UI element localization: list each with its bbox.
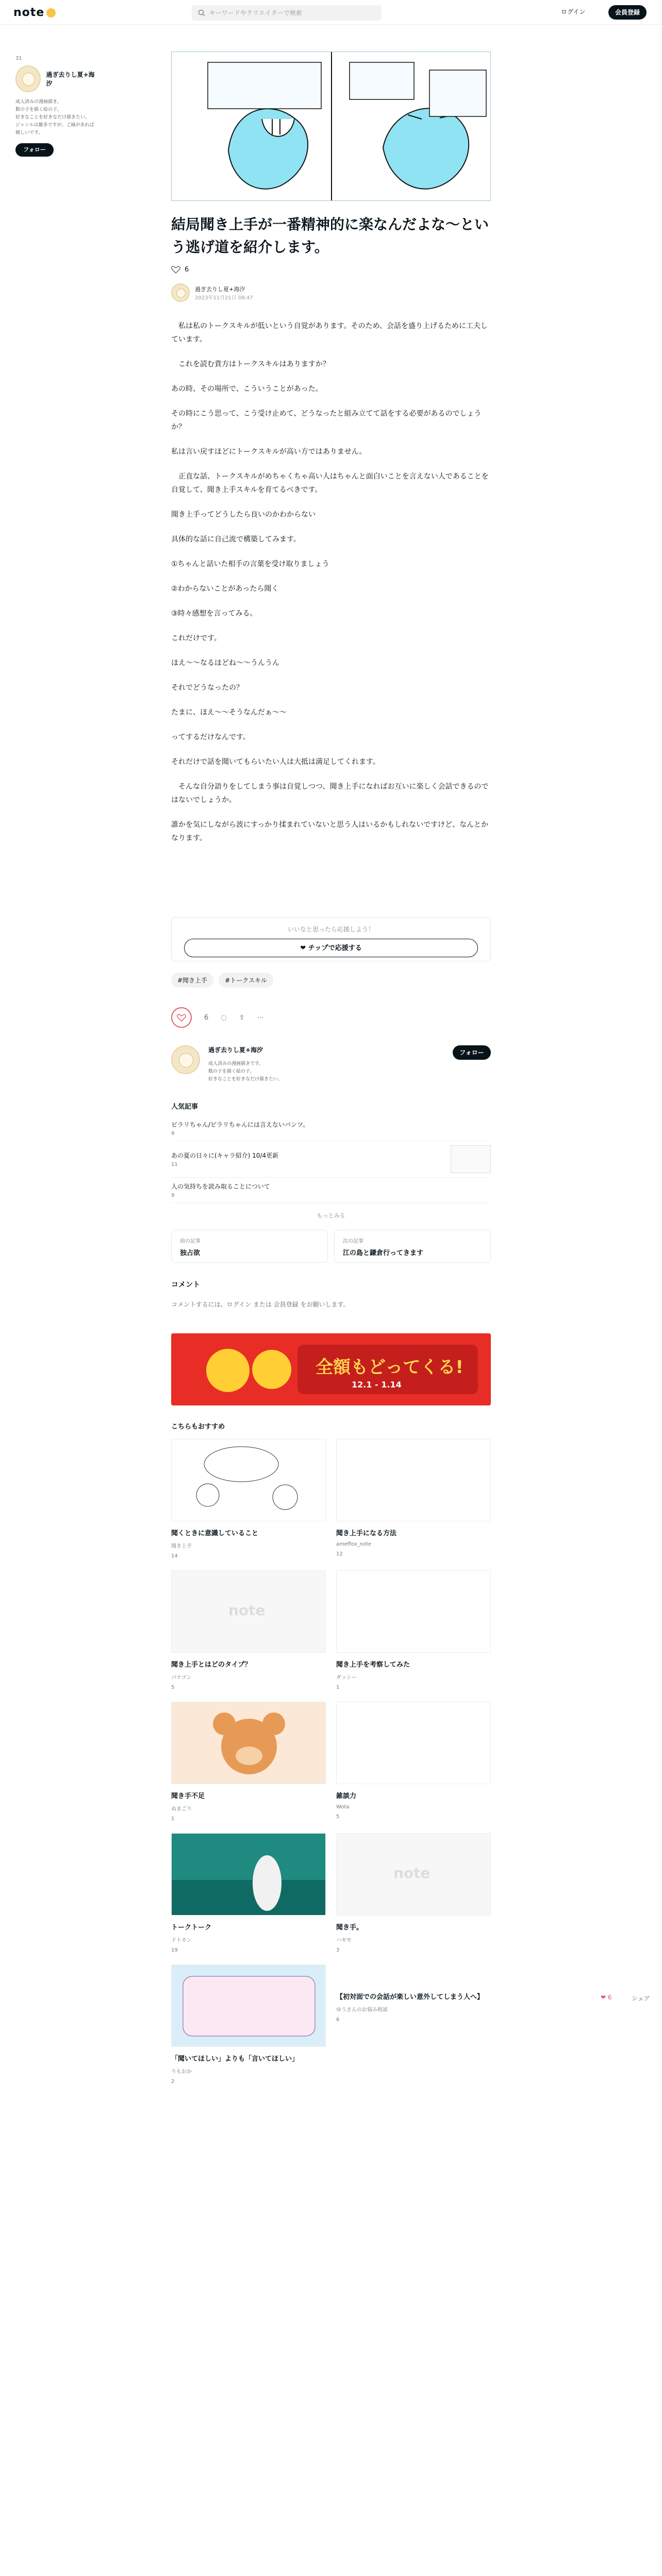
card-likes: 2 <box>171 2079 175 2084</box>
next-title: 江の島と鎌倉行ってきます <box>343 1249 424 1257</box>
login-link[interactable]: ログイン <box>561 8 586 15</box>
card-image <box>336 1964 491 1985</box>
card-title: 聞き上手になる方法 <box>336 1530 397 1537</box>
card-likes: 3 <box>336 1947 340 1953</box>
thumbnail <box>451 1145 491 1173</box>
tag-list <box>171 973 491 988</box>
card-likes: 5 <box>336 1814 340 1820</box>
share-icon[interactable]: ⇪ <box>239 1013 245 1022</box>
avatar[interactable] <box>15 65 41 92</box>
card-image <box>336 1439 491 1521</box>
article-card[interactable] <box>336 1570 491 1690</box>
card-author: ゆうさんのお悩み相談 <box>336 2007 388 2013</box>
card-image <box>336 1833 491 1916</box>
card-author: ameffox_note <box>336 1541 372 1547</box>
article-paragraph: 私は言い戻すほどにトークスキルが高い方ではありません。 <box>171 448 367 456</box>
logo-text: note <box>13 6 45 19</box>
placeholder-logo: note <box>228 1602 266 1619</box>
card-author: パナゴン <box>171 1675 192 1681</box>
card-author: ダッシー <box>336 1675 357 1681</box>
author-name[interactable]: 過ぎ去りし夏+海汐 <box>46 71 95 87</box>
article-paragraph: たまに、ほえ〜〜そうなんだぁ〜〜 <box>171 708 287 717</box>
text-poster <box>172 1965 326 2047</box>
card-title: 聞き上手を考察してみた <box>336 1661 410 1669</box>
card-image <box>171 1964 326 2047</box>
prev-article[interactable] <box>171 1230 328 1263</box>
article-card[interactable] <box>171 1702 326 1822</box>
author-name[interactable]: 過ぎ去りし夏+海汐 <box>208 1046 263 1054</box>
like-summary[interactable] <box>171 265 491 274</box>
tag[interactable]: #聞き上手 <box>171 973 213 988</box>
article-body <box>171 319 491 845</box>
card-author: ハギモ <box>336 1938 352 1943</box>
article-paragraph: 聞き上手ってどうしたら良いのかわからない <box>171 511 316 519</box>
heart-icon <box>171 265 180 274</box>
card-likes: 5 <box>171 1685 175 1690</box>
avatar[interactable] <box>171 283 190 302</box>
card-title: 【初対面での会話が楽しい意外してしまう人へ】 <box>336 1993 484 2001</box>
author-bio: 成人済みの漫画描き。 数の子を描く絵の子。 好きなことを好きなだけ描きたい。 ジャンルは雑多ですが、ご縁があれば 嬉しいです。 <box>15 99 94 135</box>
card-likes: 1 <box>171 1816 175 1822</box>
article-paragraph: ①ちゃんと話いた相手の言葉を受け取りましょう <box>171 560 329 568</box>
card-title: 聞き手不足 <box>171 1792 205 1800</box>
article-paragraph: その時にこう思って、こう受け止めて、どうなったと組み立てて話をする必要があるのでしょうか？ <box>171 410 482 431</box>
card-author: 聞き上手 <box>171 1544 192 1549</box>
article-card[interactable] <box>336 1833 491 1953</box>
article-card[interactable] <box>171 1833 326 1953</box>
comment-icon[interactable]: ◌ <box>221 1013 227 1022</box>
next-label: 次の記事 <box>343 1239 363 1244</box>
popular-item-title: ピラリちゃん/ピラリちゃんには言えないパンツ。 <box>171 1121 309 1128</box>
card-likes: 1 <box>336 1685 340 1690</box>
card-author: ドトカン <box>171 1938 192 1943</box>
search-input[interactable] <box>192 5 382 21</box>
article-paragraph: それだけで話を聞いてもらいたい人は大抵は満足してくれます。 <box>171 758 380 766</box>
card-likes: 19 <box>171 1947 178 1953</box>
banner-date: 12.1 - 1.14 <box>352 1380 402 1389</box>
card-image <box>171 1570 326 1653</box>
popular-item-title: 人の気持ちを読み取ることについて <box>171 1183 270 1190</box>
article-card[interactable] <box>171 1964 326 2084</box>
author-bio: 成人済みの漫画描きです。 数の子を描く絵の子。 好きなことを好きなだけ描きたい。 <box>208 1061 283 1082</box>
meta-date: 2023年11月21日 08:47 <box>195 295 253 301</box>
bell-icon <box>46 8 56 18</box>
recommend-title: こちらもおすすめ <box>171 1423 225 1431</box>
support-box <box>171 917 491 961</box>
popular-title: 人気記事 <box>171 1103 198 1111</box>
card-author: りもおか <box>171 2069 192 2075</box>
search-icon <box>198 9 205 16</box>
more-icon[interactable]: ⋯ <box>257 1013 264 1022</box>
card-author: ぬまごり <box>171 1806 192 1812</box>
list-item[interactable] <box>171 1178 491 1203</box>
article-paragraph: あの時、その場所で、こういうことがあった。 <box>171 385 323 393</box>
article-paragraph: ③時々感想を言ってみる。 <box>171 609 257 618</box>
card-image <box>336 1570 491 1653</box>
article-card[interactable] <box>336 1439 491 1559</box>
tag[interactable]: #トークスキル <box>219 973 273 988</box>
popular-item-title: あの夏の日々に(キャラ紹介) 10/4更新 <box>171 1152 279 1159</box>
prev-title: 独占欲 <box>180 1249 201 1257</box>
site-header <box>0 0 662 25</box>
list-item[interactable] <box>171 1141 491 1178</box>
placeholder-logo: note <box>393 1865 431 1882</box>
card-likes: 12 <box>336 1551 343 1557</box>
prev-next-nav <box>171 1230 491 1263</box>
floating-share[interactable]: シェア <box>632 1995 650 2002</box>
tip-button[interactable] <box>184 939 478 957</box>
prev-label: 前の記事 <box>180 1239 201 1244</box>
heart-icon <box>177 1013 186 1022</box>
article-paragraph: それでどうなったの？ <box>171 684 243 692</box>
card-title: トークトーク <box>171 1924 212 1931</box>
banner-title: 全額もどってくる! <box>316 1357 464 1378</box>
card-likes: 14 <box>171 1553 178 1559</box>
tip-button-label: チップで応援する <box>308 944 362 952</box>
article-card[interactable] <box>336 1964 491 2084</box>
like-count: 9 <box>171 1131 175 1137</box>
article-paragraph: 具体的な話に自己流で構築してみます。 <box>171 535 301 544</box>
article-paragraph: ほえ〜〜なるほどね〜〜うんうん <box>171 659 279 667</box>
card-likes: 6 <box>336 2017 340 2023</box>
card-image <box>171 1439 326 1521</box>
card-image <box>171 1702 326 1784</box>
avatar[interactable] <box>171 1045 200 1074</box>
article-paragraph: これだけです。 <box>171 634 221 642</box>
article-meta <box>171 283 491 302</box>
article-paragraph: これを読む貴方はトークスキルはありますか？ <box>171 360 330 368</box>
list-item[interactable] <box>171 1116 491 1141</box>
heart-icon: ❤ <box>300 944 308 952</box>
comic-illustration <box>172 52 491 201</box>
stage-photo <box>172 1834 326 1916</box>
floating-like[interactable] <box>601 1994 612 2001</box>
article-paragraph: ってするだけなんです。 <box>171 733 250 741</box>
bubble-illustration <box>172 1439 326 1521</box>
article-paragraph: 正直な話、トークスキルがめちゃくちゃ高い人はちゃんと面白いことを言えない人であることを自覚して、聞き上手スキルを育てるべきです。 <box>171 472 489 494</box>
article-card[interactable] <box>336 1702 491 1822</box>
next-article[interactable] <box>334 1230 491 1263</box>
comments-login-text: コメントするには、ログイン または 会員登録 をお願いします。 <box>171 1301 350 1308</box>
card-author: Wota <box>336 1804 350 1810</box>
article-paragraph: 誰かを気にしながら波にすっかり揉まれていないと思う人はいるかもしれないですけど、なんとかなります。 <box>171 821 489 842</box>
hero-image <box>171 52 491 201</box>
article-card[interactable] <box>171 1570 326 1690</box>
card-title: 聞き上手とはどのタイプ？ <box>171 1661 252 1669</box>
article-main <box>171 52 491 2084</box>
article-count: 31 <box>15 56 22 61</box>
support-label: いいなと思ったら応援しよう！ <box>287 926 374 933</box>
like-count: 9 <box>171 1193 175 1198</box>
article-card[interactable] <box>171 1439 326 1559</box>
card-title: 聞くときに意識していること <box>171 1530 259 1537</box>
article-actions <box>171 1007 491 1028</box>
card-title: 「聞いてほしい」よりも「言いてほしい」 <box>171 2055 299 2063</box>
article-paragraph: 私は私のトークスキルが低いという自覚があります。そのため、会話を盛り上げるために工夫しています。 <box>171 322 488 344</box>
like-count: 11 <box>171 1162 178 1167</box>
signup-button[interactable]: 会員登録 <box>608 5 647 20</box>
article-title: 結局聞き上手が一番精神的に楽なんだよな〜という逃げ道を紹介します。 <box>171 216 489 256</box>
card-image <box>171 1833 326 1916</box>
heart-icon: ❤ <box>601 1994 608 2001</box>
author-profile <box>171 1045 491 1083</box>
follow-button[interactable]: フォロー <box>15 143 54 157</box>
like-count: 6 <box>204 1013 209 1022</box>
floating-like-count: 6 <box>607 1994 612 2001</box>
like-count: 6 <box>185 265 189 274</box>
popular-list <box>171 1116 491 1203</box>
note-logo[interactable] <box>13 6 56 19</box>
card-image <box>336 1702 491 1784</box>
author-sidebar <box>15 56 98 157</box>
search-placeholder: キーワードやクリエイターで検索 <box>209 9 302 16</box>
bear-illustration <box>172 1702 326 1784</box>
article-paragraph: そんな自分語りをしてしまう事は自覚しつつ、聞き上手になればお互いに楽しく会話できるのではないでしょうか。 <box>171 783 489 804</box>
recommend-grid <box>171 1439 491 2084</box>
campaign-banner[interactable] <box>171 1333 491 1405</box>
more-link[interactable]: もっとみる <box>317 1212 345 1219</box>
like-button[interactable] <box>171 1007 192 1028</box>
card-title: 聞き手。 <box>336 1924 363 1931</box>
article-paragraph: ②わからないことがあったら聞く <box>171 585 279 593</box>
card-title: 雑談力 <box>336 1792 357 1800</box>
follow-button[interactable]: フォロー <box>453 1045 491 1060</box>
comments-title: コメント <box>171 1281 200 1289</box>
meta-author[interactable]: 過ぎ去りし夏+海汐 <box>195 285 245 293</box>
